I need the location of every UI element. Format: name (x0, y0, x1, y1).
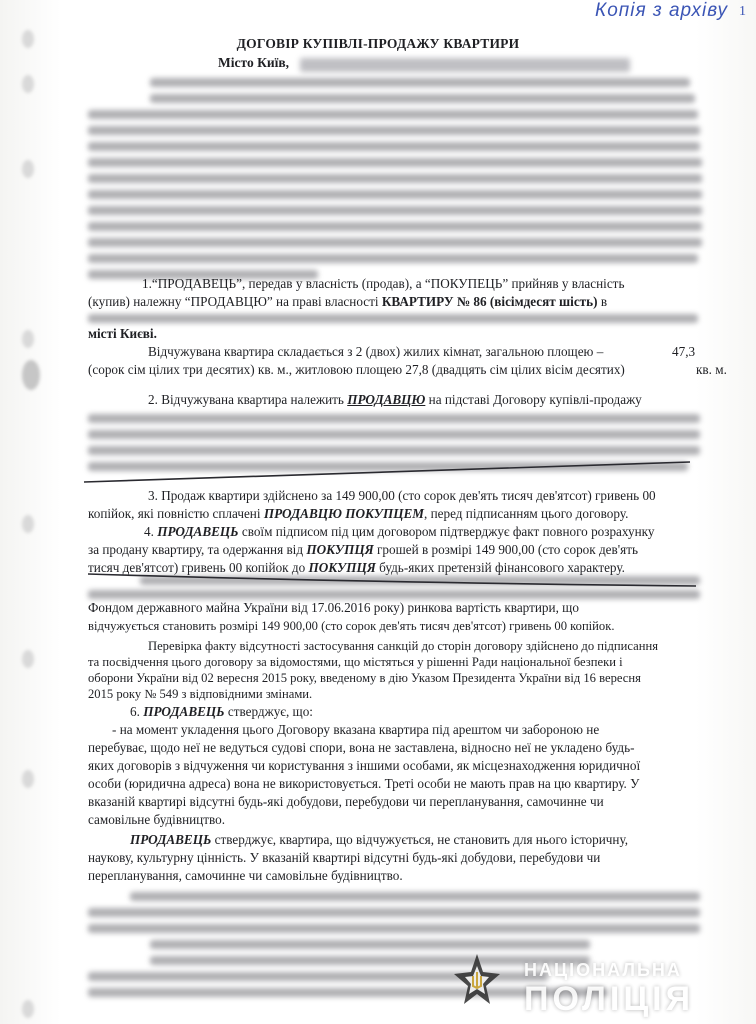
clause-4-line-2: за продану квартиру, та одержання від ПОКУПЦЯ грошей в розмірі 149 900,00 (сто сорок дев'ять (88, 542, 638, 557)
clause-6-line-3: яких договорів з відчуження чи користування з іншими особами, як місцезнаходження юридичної (88, 758, 641, 773)
pen-underline-1 (80, 458, 700, 488)
clause-6-line-5: вказаній квартирі відсутні будь-які добудови, перебудови чи перепланування, самочинне чи (88, 794, 604, 809)
clause-6-line-9: перепланування, самочинне чи самовільне будівництво. (88, 868, 403, 883)
clause-3-line-2: копійок, які повністю сплачені ПРОДАВЦЮ ПОКУПЦЕМ, перед підписанням цього договору. (88, 506, 629, 521)
pen-underline-2 (84, 568, 704, 592)
clause-4-line-1: 4. ПРОДАВЕЦЬ своїм підписом під цим договором підтверджує факт повного розрахунку (144, 524, 655, 539)
clause-6-line-6: самовільне будівництво. (88, 812, 226, 827)
archive-copy-stamp: Копія з архіву (595, 0, 728, 21)
clause-6-line-1: - на момент укладення цього Договору вказана квартира під арештом чи забороною не (112, 722, 600, 737)
city-line: Місто Київ, (218, 55, 290, 70)
clause-4-line-3: тисяч дев'ятсот) гривень 00 копійок до ПОКУПЦЯ будь-яких претензій фінансового характеру. (88, 560, 625, 575)
document-title: ДОГОВІР КУПІВЛІ-ПРОДАЖУ КВАРТИРИ (236, 36, 520, 51)
clause-5-line-4: та посвідчення цього договору за відомостями, що містяться у рішенні Ради національної безпеки і (88, 655, 623, 669)
apartment-number: КВАРТИРУ № 86 (вісімдесят шість) (381, 294, 598, 309)
clause-3-line-1: 3. Продаж квартири здійснено за 149 900,00 (сто сорок дев'ять тисяч дев'ятсот) гривень 00 (148, 488, 656, 503)
clause-1-area-line-2: (сорок сім цілих три десятих) кв. м., житловою площею 27,8 (двадцять сім цілих вісім десятих) (88, 362, 625, 377)
watermark-line-2: ПОЛІЦІЯ (524, 980, 695, 1018)
clause-1-line-1: 1.“ПРОДАВЕЦЬ”, передав у власність (продав), а “ПОКУПЕЦЬ” прийняв у власність (142, 276, 625, 291)
clause-6-line-2: перебуває, щодо неї не ведуться судові спори, вона не заставлена, відносно неї не укладено будь- (88, 740, 635, 755)
clause-5-line-5: оборони України від 02 вересня 2015 року, введеному в дію Указом Президента України від 16 вересня (88, 671, 641, 685)
clause-1-line-4: місті Києві. (88, 326, 157, 341)
redacted-date (300, 58, 630, 72)
total-area-value: 47,3 (672, 344, 696, 359)
clause-5-line-1: Фондом державного майна України від 17.06.2016 року) ринкова вартість квартири, що (88, 600, 579, 615)
stamp-mark: 1 (739, 4, 746, 19)
police-watermark (524, 960, 694, 1017)
clause-5-line-2: відчужується становить розмірі 149 900,00 (сто сорок дев'ять тисяч дев'ятсот) гривень 00 копійок. (88, 619, 615, 633)
clause-6-header: 6. ПРОДАВЕЦЬ стверджує, що: (130, 704, 313, 719)
clause-5-line-3: Перевірка факту відсутності застосування санкцій до сторін договору здійснено до підписання (148, 639, 658, 653)
seller-buyer-names: ПРОДАВЦЮ ПОКУПЦЕМ (263, 506, 425, 521)
clause-6-line-8: наукову, культурну цінність. У вказаній квартирі відсутні будь-які добудови, перебудови чи (88, 850, 601, 865)
clause-5-line-6: 2015 року № 549 з відповідними змінами. (88, 687, 313, 701)
clause-1-area-line-1: Відчужувана квартира складається з 2 (двох) жилих кімнат, загальною площею – (148, 344, 604, 359)
redacted-address (88, 314, 698, 323)
clause-1-area-unit: кв. м. (696, 362, 727, 377)
clause-6-line-4: особи (юридична адреса) вона не використовується. Треті особи не мають прав на цю квартиру. У (88, 776, 640, 791)
clause-2-line-1: 2. Відчужувана квартира належить ПРОДАВЦЮ на підставі Договору купівлі-продажу (148, 392, 642, 407)
clause-6-line-7: ПРОДАВЕЦЬ стверджує, квартира, що відчужується, не становить для нього історичну, (130, 832, 629, 847)
watermark-line-1: НАЦІОНАЛЬНА (524, 960, 682, 980)
seller-name-underlined: ПРОДАВЦЮ (347, 392, 426, 407)
police-badge-icon (452, 952, 502, 1016)
clause-1-line-2: (купив) належну “ПРОДАВЦЮ” на праві власності КВАРТИРУ № 86 (вісімдесят шість) в (88, 294, 608, 309)
